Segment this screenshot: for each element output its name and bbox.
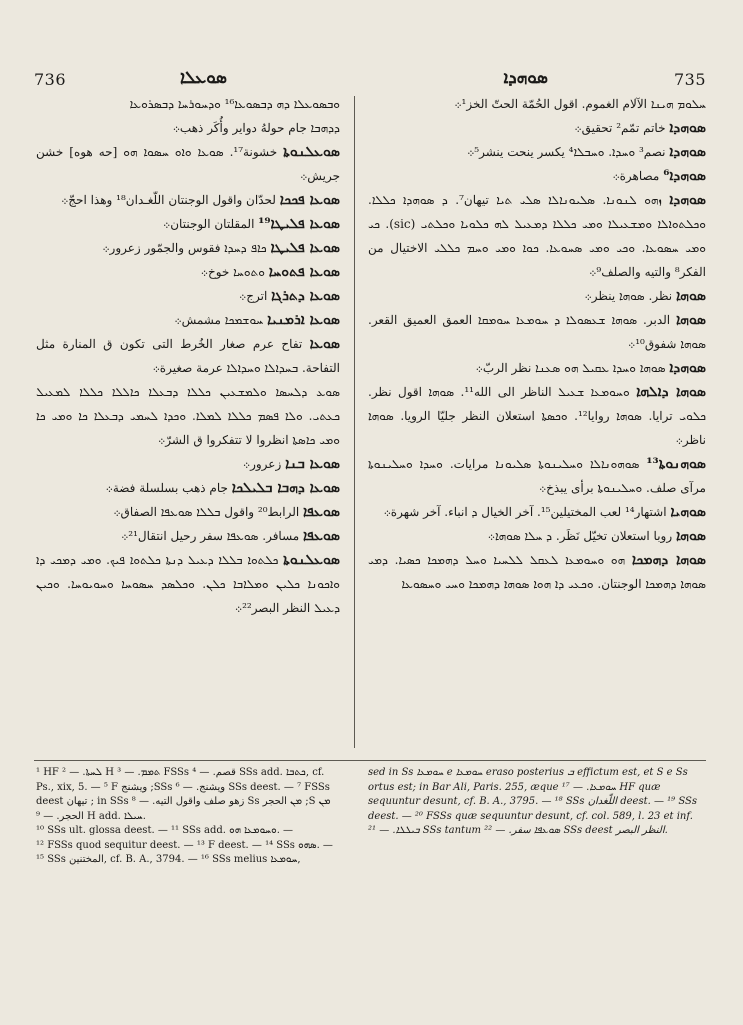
footnote-line: ¹² FSSs quod sequitur deest. — ¹³ F deest. — ¹⁴ SSs ܣܗܘ. — <box>36 839 333 851</box>
dictionary-entry <box>36 188 340 212</box>
entry-headword: ܣܘܗܢܘܬܐ¹³ <box>646 456 706 472</box>
entry-gloss: ܘܒܣܘܥܠܐ ܕܗ ܕܒܣܘܥܐ¹⁶ ܘܕܚܘܪܚܐ ܕܒܣܪܘܥܐ <box>129 97 340 111</box>
entry-headword: ܣܘܗܕܐ <box>669 144 706 160</box>
entry-gloss: ܘܚܘܡܥܐ ܫܥܝܠ الناظر الى الله¹¹. ܣܘܗܐ اقول نظر. ܟܠܘܝ ترايا. ܣܘܗܐ روايا¹². ܘܟܣܬܐ استعلان النظر جليّا الرويا. ܣܘܗܐ ناظر܀ <box>368 385 706 447</box>
column-divider <box>354 96 355 748</box>
entry-headword: ܣܘܥܠܢܘܬܐ <box>283 552 340 568</box>
dictionary-entry <box>368 92 706 116</box>
dictionary-entry <box>36 116 340 140</box>
dictionary-entry <box>36 140 340 188</box>
dictionary-entry <box>368 140 706 164</box>
entry-headword: ܣܘܥܐ ܕܬܪܓܐ <box>271 288 340 304</box>
dictionary-entry <box>368 308 706 356</box>
dictionary-entry <box>36 212 340 236</box>
dictionary-entry <box>368 356 706 380</box>
dictionary-entry <box>368 500 706 524</box>
entry-gloss: الدبر. ܣܘܗܐ ܫܥܣܘܠܐ ܕ ܚܘܡܥܐ ܚܘܡܩܐ العمق العميق القعر. ܣܘܗܐ شفوق¹⁰܀ <box>368 313 706 351</box>
entry-headword: ܣܘܗܕܐ <box>669 192 706 208</box>
dictionary-entry <box>36 524 340 548</box>
entry-gloss: اترج܀ <box>239 289 268 303</box>
left-column <box>36 92 340 672</box>
entry-gloss: اشتهار¹⁴ لعب المختيلين¹⁵. آخر الخيال ܕ انباء. آخر شهرة܀ <box>383 505 667 519</box>
entry-headword: ܣܘܗܐ ܕܐܠܗܐ <box>636 384 706 400</box>
entry-gloss: ܗܘ ܘܚܘܡܥܐ ܠܥܩܠ ܠܠܚܝܐ ܘܚܠ ܕܗܡܟܐ ܟܣܝܐ. ܕܡܝ ܣܘܗܐ ܕܗܡܟܐ الوجنتان. ܘܟܥܝ ܕܐ ܗܘܐ ܣܘܗܐ ܕܗܡܟܐ ܘܚܝ ܘܚܣܘܥܐ <box>368 553 706 591</box>
entry-gloss: نظر. ܣܘܗܐ ينظر܀ <box>584 289 673 303</box>
entry-headword: ܣܘܥܐ ܒܢܐ <box>285 456 340 472</box>
entry-gloss: خشونة¹⁷. ܣܘܥܐ ܘܐܘ ܚܣܘܐ ܗܘ [حه هوه] خشن جريش܀ <box>36 145 340 183</box>
entry-gloss: ܚܘܫܡܟܐ مشمش܀ <box>174 313 264 327</box>
entry-gloss: ܣܘܗܘܢܐܠܐ ܘܚܠܝܢܘܬܐ ܣܠܝܘܢܐ مرايات. ܘܚܕܐ ܘܚܠܝܢܘܬܐ مرآى صلف. ܘܚܠܝܢܘܬܐ برأى يبذخ܀ <box>368 457 706 495</box>
entry-gloss: ܟܠܬܘܐ ܒܠܠܐ ܕܥܝܠ ܕܢܬܐ ܟܠܬܘܐ ܦܝܟ. ܘܡܝ ܕܡܟܝ ܕܐ ܘܐܟܘܢܐ ܟܠܝܢ ܘܡܠܐܒܐ ܟܠܢ. ܘܟܠܣܕ ܚܣܘܚܐ ܘܚܘܝܘܚܐ. ܘܟܝܢ ܕܥܝܠ النظر البصر²²܀ <box>36 553 340 615</box>
footnote-line: sed in Ss ܚܘܡܥܐ e ܚܘܡܥܐ eraso posterius ܒ effictum est, et S e Ss ortus est; in Bar Ali, Paris. 255, æque ܚܘܡܥܐ. — ¹⁷ HF quæ sequuntur desunt, cf. B. A., 3795. — ¹⁸ SSs اللّغدان deest. — ¹⁹ SSs deest. — ²⁰ FSSs quæ sequuntur desunt, cf. col. 589, l. 23 et inf. ܒܝܠܠܐ. — ²¹ SSs tantum ܣܘܥܦܐ سفر. — ²² SSs deest النظر البصر. <box>368 767 697 836</box>
entry-gloss: خاتم تمّم² تحقيق܀ <box>574 121 666 135</box>
dictionary-entry <box>368 452 706 500</box>
entry-gloss: جام ذهب بسلسلة فضة܀ <box>105 481 228 495</box>
entry-headword: ܣܘܗܐ <box>675 312 706 328</box>
page-header <box>34 68 706 94</box>
dictionary-entry <box>36 476 340 500</box>
dictionary-entry <box>368 284 706 308</box>
entry-headword: ܣܘܥܐ ܦܠܝܛܐ <box>270 240 340 256</box>
footnote-rule <box>34 760 706 761</box>
footnote-line: ¹ HF ܠܚܬܐ. — ² H ܬܡܡ. — ³ FSSs قصم. — ⁴ SSs add. ܟܬܒܐ, cf. Ps., xix, 5. — ⁵ F ويشنج ;SSs ويشنج. — ⁶ SSs deest. — ⁷ FSSs deest تيهان ; in SSs زهو صلف واقول التيه. — ⁸ Ss ܡܢ الحجر ;S ܡܢ الحجر. — ⁹ H add. ܚܝܠܐ. <box>36 767 331 822</box>
entry-headword: ܣܘܥܐ ܕܗܒܐ ܒܠܝܠܟܐ <box>231 480 340 496</box>
right-column <box>368 92 706 672</box>
entry-gloss: زعرور܀ <box>242 457 282 471</box>
entry-headword: ܣܘܥܠܢܘܬܐ <box>283 144 340 160</box>
entry-headword: ܣܘܗܐ ܕܗܡܟܐ <box>631 552 706 568</box>
entry-headword: ܣܘܥܦܐ <box>303 504 340 520</box>
entry-headword: ܣܘܥܐ ܦܟܟܐ <box>279 192 340 208</box>
entry-gloss: لحدّان واقول الوجنتان اللّغـدان¹⁸ وهذا احجّ܀ <box>61 193 276 207</box>
entry-gloss: الرابط²⁰ واقول ܒܠܠܐ ܣܘܥܦܐ الصفاق܀ <box>113 505 300 519</box>
entry-gloss: ܣܘܥ ܕܠܚܣܐ ܘܠܡܫܥܝܢ ܟܠܠܐ ܕܒܥܠܐ ܟܐܠܠܐ ܟܠܠܐ ܠܡܥܝܠ ܟܥܬܝ. ܘܠܐ ܦܣܡ ܟܠܠܐ ܠܡܠܐ. ܘܟܕܐ ܠܚܡܝ ܕܒܥܠܐ ܟܐ ܘܡܝ ܟܐ ܘܡܝ ܟܐܣܬܐ انظروا لا تتفكروا ق الشرّ܀ <box>36 385 340 447</box>
entry-gloss: ܘܬܘܚܐ خوخ܀ <box>200 265 265 279</box>
entry-headword: ܣܘܗܕܐ <box>669 360 706 376</box>
footnotes-left <box>36 766 342 886</box>
entry-gloss: ܟܐܦ ܕܚܕܐ فقوس والجمّور زعرور܀ <box>102 241 267 255</box>
entry-headword: ܣܘܗܐ <box>675 528 706 544</box>
dictionary-entry <box>36 308 340 332</box>
entry-gloss: مصاهرة܀ <box>612 169 660 183</box>
dictionary-entry <box>368 188 706 284</box>
dictionary-entry <box>368 524 706 548</box>
entry-headword: ܣܘܥܦܐ <box>303 528 340 544</box>
entry-gloss: ܣܘܗܐ ܘܚܕܐ ܥܩܝܠ ܗܘ ܣܥܢܐ نظر الربّ܀ <box>475 361 666 375</box>
entry-gloss: ܙܗܘ ܠܢܘܢܐ. ܣܠܝܘܢܐܠܐ ܣܠܝ ܬܝܐ تيهان⁷. ܕ ܣܘܗܕܐ ܟܠܠܐ. ܘܟܠܬܘܐܠܐ ܘܡܫܥܝܠܐ ܘܡܝ ܟܠܠܐ ܕܡܥܝܠ ܠܗ ܟܠܘܝܐ ܘܟܠܬܝ (sic). ܟܝ ܘܡܝ ܚܣܘܥܐ. ܘܟܝ ܘܡܝ ܣܚܘܥܐ. ܟܘܐ ܘܡܝ ܘܚܡ ܟܠܠܝ الاختيال من الفكر⁸ والتيه والصلف⁹܀ <box>368 193 706 279</box>
dictionary-entry <box>36 380 340 452</box>
dictionary-entry <box>368 116 706 140</box>
entry-gloss: نصم³ ܘܚܕܐ. ܘܚܒܠܐ⁴ يكسر ينحت ينشر⁵܀ <box>467 145 666 159</box>
entry-gloss: ܕܕܗܒܐ جام حولهُ دواير وأُكَر ذهب܀ <box>172 121 340 135</box>
dictionary-entry <box>36 284 340 308</box>
dictionary-entry <box>368 548 706 596</box>
entry-headword: ܣܘܥܐ ܐܪܡܢܝܐ <box>267 312 340 328</box>
entry-gloss: مسافر. ܣܘܥܦܐ سفر رحيل انتقال²¹܀ <box>121 529 300 543</box>
left-page-number: 736 <box>34 70 67 89</box>
entry-gloss: المقلتان الوجنتان܀ <box>163 217 255 231</box>
entry-gloss: روبا استعلان تخيّل نَظَر. ܕ ܚܠܐ ܣܘܗܐ܀ <box>487 529 673 543</box>
dictionary-entry <box>368 380 706 452</box>
footnotes-right <box>368 766 706 886</box>
dictionary-entry <box>36 500 340 524</box>
right-page-number: 735 <box>673 70 706 89</box>
entry-gloss: تفاح عرم صغار الخُرط التى تكون ق المنارة مثل التفاحة. ܒܚܕܐܠܐ ܘܚܕܐܠܐ عرمة صغيرة܀ <box>36 337 340 375</box>
entry-headword: ܣܘܗܕܐ <box>669 120 706 136</box>
entry-headword: ܣܘܥܐ ܦܠܝܛܐ¹⁹ <box>258 216 340 232</box>
entry-gloss: ܚܠܘܡ ܗܝܢܐ الآلام الغموم. اقول الحُمّة الحتّ الخز¹܀ <box>454 97 706 111</box>
footnote-line: ¹⁵ SSs المختنين, cf. B. A., 3794. — ¹⁶ SSs melius ܚܘܡܥܐ, <box>36 854 301 865</box>
entry-headword: ܣܘܗܐ <box>675 288 706 304</box>
left-running-title: ܣܘܥܠܐ <box>180 68 227 88</box>
dictionary-entry <box>36 452 340 476</box>
entry-headword: ܣܘܥܐ ܦܬܘܚܐ <box>268 264 340 280</box>
dictionary-entry <box>368 164 706 188</box>
entry-headword: ܣܘܗܝܐ <box>670 504 706 520</box>
right-running-title: ܣܘܗܕܐ <box>503 68 548 88</box>
entry-headword: ܣܘܥܐ <box>309 336 340 352</box>
dictionary-entry <box>36 260 340 284</box>
dictionary-entry <box>36 236 340 260</box>
footnote-line: ¹⁰ SSs ult. glossa deest. — ¹¹ SSs add. ܘܚܘܡܥܐ ܗܘ. — <box>36 825 294 836</box>
dictionary-entry <box>36 548 340 620</box>
dictionary-entry <box>36 332 340 380</box>
dictionary-entry <box>36 92 340 116</box>
entry-headword: ܣܘܗܕܐ⁶ <box>663 168 706 184</box>
